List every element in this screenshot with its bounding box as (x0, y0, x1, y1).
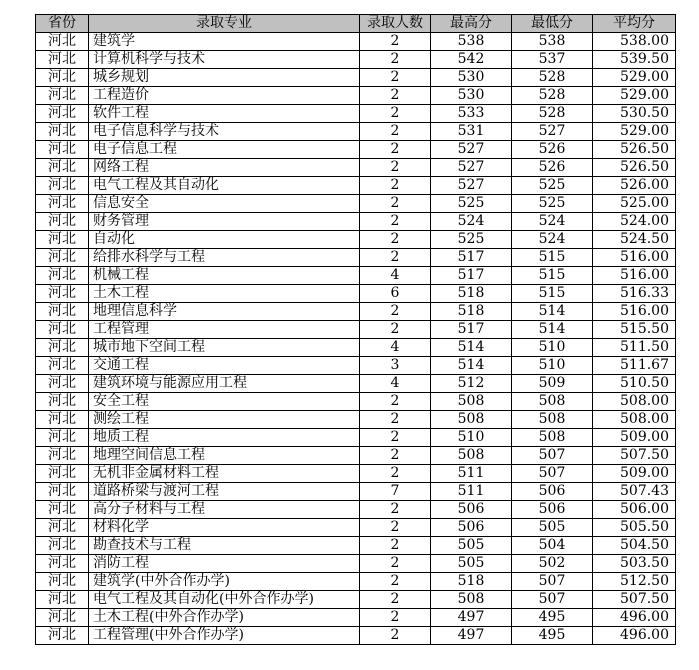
table-row (36, 159, 676, 177)
cell-min-score: 508 (512, 411, 593, 429)
table-row (36, 357, 676, 375)
cell-min-score: 507 (512, 573, 593, 591)
cell-major: 地理空间信息工程 (89, 447, 360, 465)
cell-avg-score: 505.50 (593, 519, 676, 537)
cell-avg-score: 511.50 (593, 339, 676, 357)
cell-admitted-count: 2 (360, 609, 431, 627)
cell-avg-score: 509.00 (593, 429, 676, 447)
table-row (36, 105, 676, 123)
cell-admitted-count: 2 (360, 159, 431, 177)
cell-min-score: 515 (512, 267, 593, 285)
cell-max-score: 506 (431, 501, 512, 519)
table-row (36, 483, 676, 501)
cell-province: 河北 (36, 465, 89, 483)
cell-avg-score: 496.00 (593, 627, 676, 645)
cell-admitted-count: 2 (360, 321, 431, 339)
cell-province: 河北 (36, 411, 89, 429)
cell-admitted-count: 2 (360, 69, 431, 87)
cell-admitted-count: 2 (360, 195, 431, 213)
cell-max-score: 512 (431, 375, 512, 393)
cell-avg-score: 525.00 (593, 195, 676, 213)
cell-min-score: 495 (512, 627, 593, 645)
cell-major: 材料化学 (89, 519, 360, 537)
cell-admitted-count: 2 (360, 429, 431, 447)
cell-avg-score: 509.00 (593, 465, 676, 483)
cell-major: 软件工程 (89, 105, 360, 123)
header-province: 省份 (36, 15, 89, 33)
table-row (36, 69, 676, 87)
cell-admitted-count: 2 (360, 411, 431, 429)
cell-max-score: 531 (431, 123, 512, 141)
cell-min-score: 514 (512, 321, 593, 339)
table-row (36, 213, 676, 231)
cell-avg-score: 539.50 (593, 51, 676, 69)
cell-admitted-count: 2 (360, 87, 431, 105)
cell-min-score: 507 (512, 465, 593, 483)
cell-max-score: 505 (431, 537, 512, 555)
table-row (36, 429, 676, 447)
cell-admitted-count: 2 (360, 627, 431, 645)
cell-province: 河北 (36, 231, 89, 249)
cell-min-score: 525 (512, 177, 593, 195)
cell-avg-score: 529.00 (593, 123, 676, 141)
cell-admitted-count: 2 (360, 231, 431, 249)
cell-max-score: 508 (431, 393, 512, 411)
cell-province: 河北 (36, 285, 89, 303)
cell-avg-score: 503.50 (593, 555, 676, 573)
table-row (36, 339, 676, 357)
cell-admitted-count: 2 (360, 249, 431, 267)
cell-major: 勘查技术与工程 (89, 537, 360, 555)
cell-province: 河北 (36, 519, 89, 537)
cell-avg-score: 526.50 (593, 159, 676, 177)
cell-major: 土木工程 (89, 285, 360, 303)
cell-avg-score: 516.33 (593, 285, 676, 303)
cell-min-score: 525 (512, 195, 593, 213)
cell-avg-score: 508.00 (593, 411, 676, 429)
table-row (36, 267, 676, 285)
admission-scores-table (35, 14, 676, 645)
cell-major: 计算机科学与技术 (89, 51, 360, 69)
cell-admitted-count: 2 (360, 393, 431, 411)
cell-avg-score: 516.00 (593, 267, 676, 285)
cell-admitted-count: 2 (360, 465, 431, 483)
cell-province: 河北 (36, 321, 89, 339)
header-major: 录取专业 (89, 15, 360, 33)
cell-admitted-count: 3 (360, 357, 431, 375)
cell-province: 河北 (36, 537, 89, 555)
table-row (36, 519, 676, 537)
cell-max-score: 514 (431, 339, 512, 357)
cell-province: 河北 (36, 339, 89, 357)
cell-admitted-count: 2 (360, 123, 431, 141)
table-row (36, 591, 676, 609)
cell-province: 河北 (36, 213, 89, 231)
table-row (36, 123, 676, 141)
cell-province: 河北 (36, 447, 89, 465)
cell-major: 给排水科学与工程 (89, 249, 360, 267)
cell-admitted-count: 2 (360, 555, 431, 573)
cell-max-score: 527 (431, 177, 512, 195)
cell-max-score: 518 (431, 573, 512, 591)
cell-max-score: 511 (431, 465, 512, 483)
header-row (36, 15, 676, 33)
cell-province: 河北 (36, 375, 89, 393)
cell-province: 河北 (36, 51, 89, 69)
table-row (36, 321, 676, 339)
cell-avg-score: 507.50 (593, 591, 676, 609)
cell-province: 河北 (36, 267, 89, 285)
cell-major: 消防工程 (89, 555, 360, 573)
cell-avg-score: 507.50 (593, 447, 676, 465)
cell-major: 建筑学 (89, 33, 360, 51)
cell-min-score: 528 (512, 87, 593, 105)
cell-major: 工程造价 (89, 87, 360, 105)
cell-max-score: 508 (431, 447, 512, 465)
cell-avg-score: 530.50 (593, 105, 676, 123)
table-row (36, 447, 676, 465)
cell-major: 财务管理 (89, 213, 360, 231)
cell-max-score: 514 (431, 357, 512, 375)
cell-province: 河北 (36, 159, 89, 177)
cell-avg-score: 515.50 (593, 321, 676, 339)
table-row (36, 573, 676, 591)
cell-max-score: 530 (431, 87, 512, 105)
cell-major: 建筑学(中外合作办学) (89, 573, 360, 591)
table-row (36, 627, 676, 645)
cell-province: 河北 (36, 609, 89, 627)
table-row (36, 87, 676, 105)
cell-province: 河北 (36, 573, 89, 591)
cell-province: 河北 (36, 33, 89, 51)
cell-major: 城乡规划 (89, 69, 360, 87)
cell-min-score: 528 (512, 69, 593, 87)
cell-max-score: 538 (431, 33, 512, 51)
cell-province: 河北 (36, 303, 89, 321)
table-row (36, 141, 676, 159)
header-max-score: 最高分 (431, 15, 512, 33)
cell-min-score: 524 (512, 213, 593, 231)
cell-max-score: 518 (431, 285, 512, 303)
cell-min-score: 515 (512, 285, 593, 303)
cell-max-score: 505 (431, 555, 512, 573)
cell-major: 工程管理 (89, 321, 360, 339)
cell-admitted-count: 2 (360, 501, 431, 519)
table-row (36, 465, 676, 483)
cell-major: 自动化 (89, 231, 360, 249)
cell-max-score: 497 (431, 609, 512, 627)
cell-province: 河北 (36, 249, 89, 267)
cell-avg-score: 524.50 (593, 231, 676, 249)
cell-admitted-count: 2 (360, 303, 431, 321)
cell-province: 河北 (36, 141, 89, 159)
header-min-score: 最低分 (512, 15, 593, 33)
table-row (36, 609, 676, 627)
table-row (36, 393, 676, 411)
cell-province: 河北 (36, 627, 89, 645)
cell-min-score: 510 (512, 357, 593, 375)
cell-major: 电子信息科学与技术 (89, 123, 360, 141)
table-row (36, 501, 676, 519)
cell-admitted-count: 4 (360, 339, 431, 357)
cell-major: 土木工程(中外合作办学) (89, 609, 360, 627)
cell-min-score: 509 (512, 375, 593, 393)
cell-province: 河北 (36, 177, 89, 195)
cell-max-score: 525 (431, 231, 512, 249)
cell-avg-score: 507.43 (593, 483, 676, 501)
table-row (36, 249, 676, 267)
table-row (36, 231, 676, 249)
table-row (36, 51, 676, 69)
cell-min-score: 510 (512, 339, 593, 357)
cell-min-score: 526 (512, 141, 593, 159)
table-row (36, 285, 676, 303)
cell-province: 河北 (36, 357, 89, 375)
cell-admitted-count: 2 (360, 33, 431, 51)
cell-max-score: 530 (431, 69, 512, 87)
cell-min-score: 528 (512, 105, 593, 123)
cell-max-score: 510 (431, 429, 512, 447)
cell-min-score: 524 (512, 231, 593, 249)
cell-major: 高分子材料与工程 (89, 501, 360, 519)
cell-avg-score: 516.00 (593, 303, 676, 321)
cell-min-score: 504 (512, 537, 593, 555)
cell-avg-score: 538.00 (593, 33, 676, 51)
cell-avg-score: 529.00 (593, 87, 676, 105)
cell-min-score: 507 (512, 447, 593, 465)
cell-admitted-count: 6 (360, 285, 431, 303)
cell-min-score: 538 (512, 33, 593, 51)
cell-province: 河北 (36, 123, 89, 141)
cell-admitted-count: 4 (360, 375, 431, 393)
cell-major: 安全工程 (89, 393, 360, 411)
cell-max-score: 497 (431, 627, 512, 645)
cell-max-score: 506 (431, 519, 512, 537)
cell-max-score: 517 (431, 249, 512, 267)
table-row (36, 195, 676, 213)
cell-min-score: 508 (512, 393, 593, 411)
cell-major: 无机非金属材料工程 (89, 465, 360, 483)
table-row (36, 33, 676, 51)
cell-admitted-count: 2 (360, 213, 431, 231)
cell-province: 河北 (36, 393, 89, 411)
cell-major: 城市地下空间工程 (89, 339, 360, 357)
table-row (36, 555, 676, 573)
cell-avg-score: 508.00 (593, 393, 676, 411)
cell-province: 河北 (36, 429, 89, 447)
cell-min-score: 505 (512, 519, 593, 537)
cell-avg-score: 510.50 (593, 375, 676, 393)
cell-admitted-count: 2 (360, 591, 431, 609)
cell-admitted-count: 2 (360, 573, 431, 591)
cell-min-score: 506 (512, 501, 593, 519)
cell-admitted-count: 4 (360, 267, 431, 285)
cell-major: 机械工程 (89, 267, 360, 285)
cell-max-score: 517 (431, 267, 512, 285)
cell-province: 河北 (36, 69, 89, 87)
cell-major: 交通工程 (89, 357, 360, 375)
cell-min-score: 515 (512, 249, 593, 267)
cell-max-score: 524 (431, 213, 512, 231)
cell-major: 电气工程及其自动化(中外合作办学) (89, 591, 360, 609)
cell-province: 河北 (36, 87, 89, 105)
cell-min-score: 514 (512, 303, 593, 321)
cell-admitted-count: 2 (360, 537, 431, 555)
cell-max-score: 542 (431, 51, 512, 69)
cell-avg-score: 496.00 (593, 609, 676, 627)
cell-min-score: 507 (512, 591, 593, 609)
header-avg-score: 平均分 (593, 15, 676, 33)
cell-max-score: 518 (431, 303, 512, 321)
cell-avg-score: 526.00 (593, 177, 676, 195)
cell-admitted-count: 2 (360, 141, 431, 159)
cell-max-score: 527 (431, 141, 512, 159)
cell-major: 道路桥梁与渡河工程 (89, 483, 360, 501)
cell-avg-score: 529.00 (593, 69, 676, 87)
cell-admitted-count: 2 (360, 177, 431, 195)
cell-admitted-count: 2 (360, 519, 431, 537)
cell-admitted-count: 2 (360, 105, 431, 123)
cell-major: 测绘工程 (89, 411, 360, 429)
table-row (36, 177, 676, 195)
cell-province: 河北 (36, 105, 89, 123)
cell-province: 河北 (36, 591, 89, 609)
cell-min-score: 526 (512, 159, 593, 177)
cell-avg-score: 512.50 (593, 573, 676, 591)
cell-min-score: 506 (512, 483, 593, 501)
cell-province: 河北 (36, 501, 89, 519)
cell-province: 河北 (36, 555, 89, 573)
cell-max-score: 508 (431, 411, 512, 429)
cell-avg-score: 511.67 (593, 357, 676, 375)
table-row (36, 537, 676, 555)
table-row (36, 411, 676, 429)
cell-province: 河北 (36, 195, 89, 213)
cell-avg-score: 504.50 (593, 537, 676, 555)
cell-admitted-count: 2 (360, 447, 431, 465)
cell-min-score: 537 (512, 51, 593, 69)
cell-province: 河北 (36, 483, 89, 501)
cell-max-score: 533 (431, 105, 512, 123)
cell-major: 电子信息工程 (89, 141, 360, 159)
cell-min-score: 502 (512, 555, 593, 573)
cell-major: 工程管理(中外合作办学) (89, 627, 360, 645)
cell-major: 建筑环境与能源应用工程 (89, 375, 360, 393)
cell-avg-score: 506.00 (593, 501, 676, 519)
cell-major: 地理信息科学 (89, 303, 360, 321)
cell-major: 地质工程 (89, 429, 360, 447)
cell-avg-score: 526.50 (593, 141, 676, 159)
cell-major: 信息安全 (89, 195, 360, 213)
cell-admitted-count: 7 (360, 483, 431, 501)
cell-major: 网络工程 (89, 159, 360, 177)
cell-avg-score: 524.00 (593, 213, 676, 231)
cell-max-score: 525 (431, 195, 512, 213)
cell-min-score: 508 (512, 429, 593, 447)
cell-min-score: 527 (512, 123, 593, 141)
cell-max-score: 511 (431, 483, 512, 501)
cell-min-score: 495 (512, 609, 593, 627)
table-row (36, 375, 676, 393)
cell-avg-score: 516.00 (593, 249, 676, 267)
cell-major: 电气工程及其自动化 (89, 177, 360, 195)
table-row (36, 303, 676, 321)
cell-max-score: 517 (431, 321, 512, 339)
cell-admitted-count: 2 (360, 51, 431, 69)
cell-max-score: 508 (431, 591, 512, 609)
header-admitted-count: 录取人数 (360, 15, 431, 33)
cell-max-score: 527 (431, 159, 512, 177)
